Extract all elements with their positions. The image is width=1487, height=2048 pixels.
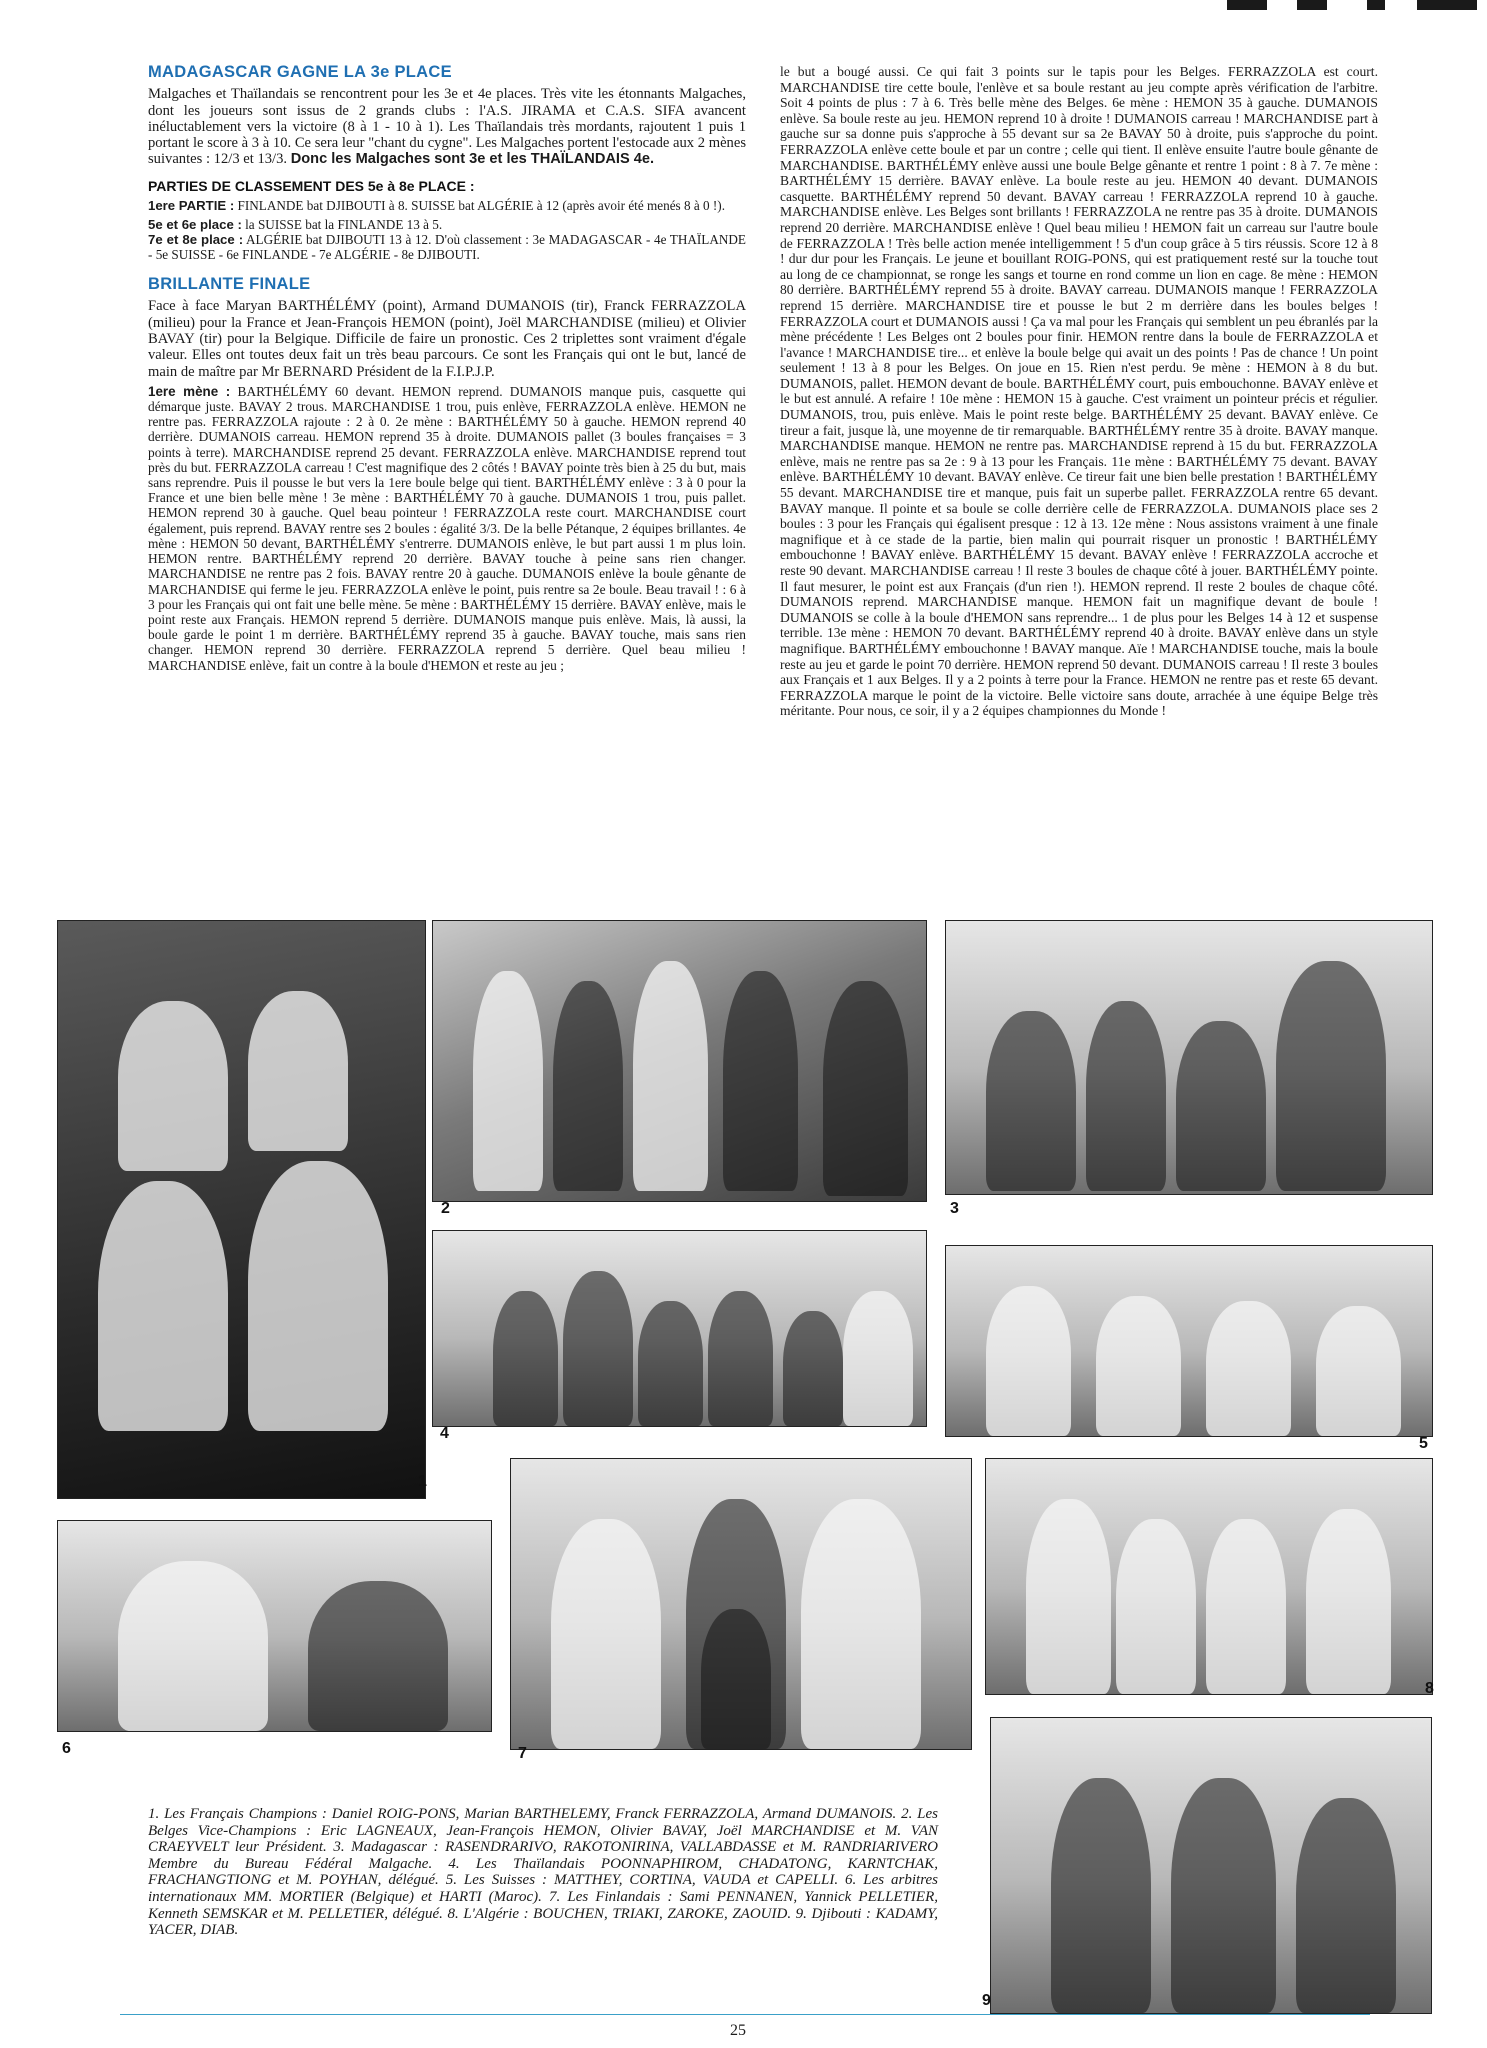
photo-2-belgian-vice-champions	[432, 920, 927, 1202]
paragraph-madagascar: Malgaches et Thaïlandais se rencontrent pour les 3e et 4e places. Très vite les étonnants Malgaches, dont les joueurs sont issus de 2 grands clubs : l'A.S. JIRAMA et C.A.S. SIFA avancent inéluctablement vers la victoire (8 à 1 - 10 à 1). Les Thaïlandais très mordants, rajoutent 1 puis 1 portant le score à 3 à 10. Ce sera leur "chant du cygne". Les Malgaches portent l'estocade aux 2 mènes suivantes : 12/3 et 13/3. Donc les Malgaches sont 3e et les THAÏLANDAIS 4e.	[148, 86, 746, 168]
heading-classement: PARTIES DE CLASSEMENT DES 5e à 8e PLACE :	[148, 177, 475, 194]
footer-rule	[120, 2014, 1370, 2015]
photo-number-6: 6	[62, 1740, 71, 1757]
paragraph-menes: 1ere mène : BARTHÉLÉMY 60 devant. HEMON reprend. DUMANOIS manque puis, casquette qui démarque juste. BAVAY 2 trous. MARCHANDISE 1 trou, puis enlève, FERRAZZOLA enlève. HEMON ne rentre pas. FERRAZZOLA rajoute : 2 à 0. 2e mène : BARTHÉLÉMY 50 à gauche. HEMON reprend 40 derrière. DUMANOIS carreau. HEMON reprend 35 à droite. DUMANOIS pallet (3 boules françaises = 3 points à terre). MARCHANDISE reprend 25 devant. FERRAZZOLA enlève. MARCHANDISE reprend tout près du but. FERRAZZOLA carreau ! C'est magnifique des 2 côtés ! BAVAY pointe très bien à 25 du but, mais sans reprendre. Puis il pousse le but vers la 1ere boule belge qui tient. BARTHÉLÉMY enlève : 3 à 0 pour la France et une bien belle mène ! 3e mène : BARTHÉLÉMY 70 à gauche. DUMANOIS 1 trou, puis pallet. HEMON reprend 30 à gauche. Quel beau pointeur ! FERRAZZOLA reste court. MARCHANDISE court également, puis reprend. BAVAY rentre ses 2 boules : égalité 3/3. De la belle Pétanque, 2 équipes brillantes. 4e mène : HEMON 50 devant, BARTHÉLÉMY s'entrerre. DUMANOIS enlève, le but part aussi 1 m plus loin. HEMON rentre. BARTHÉLÉMY reprend 20 derrière. BAVAY touche à peine sans rien changer. MARCHANDISE ne rentre pas 2 fois. BAVAY rentre 20 à gauche. DUMANOIS enlève la boule gênante de MARCHANDISE qui ferme le jeu. FERRAZZOLA enlève le point, puis rentre sa 2e boule. Beau travail ! : 6 à 3 pour les Français qui ont fait une belle mène. 5e mène : BARTHÉLÉMY 15 derrière. BAVAY enlève, mais le point reste aux Français. HEMON reprend 5 derrière. DUMANOIS manque puis enlève. Mais, là aussi, la boule garde le point 1 m derrière. BARTHÉLÉMY reprend 35 à gauche. BAVAY touche, mais sans rien changer. HEMON reprend 30 derrière. FERRAZZOLA reprend 5 derrière. Quel beau milieu ! MARCHANDISE enlève, fait un contre à la boule d'HEMON et reste au jeu ;	[148, 383, 746, 673]
article-column-right	[780, 64, 1379, 723]
photo-4-thailand	[432, 1230, 927, 1427]
photo-3-madagascar	[945, 920, 1433, 1195]
heading-madagascar: MADAGASCAR GAGNE LA 3e PLACE	[148, 63, 452, 81]
photo-9-djibouti	[990, 1717, 1432, 2014]
heading-finale: BRILLANTE FINALE	[148, 275, 311, 294]
photo-number-7: 7	[518, 1745, 527, 1762]
article-column-left	[148, 64, 746, 677]
paragraph-continuation: le but a bougé aussi. Ce qui fait 3 points sur le tapis pour les Belges. FERRAZZOLA est court. MARCHANDISE tire cette boule, l'enlève et sa boule restant au jeu compte après vérification de l'arbitre. Soit 4 points de plus : 7 à 6. Très belle mène des Belges. 6e mène : HEMON 35 à gauche. DUMANOIS enlève. Sa boule reste au jeu. HEMON reprend 10 à droite ! DUMANOIS carreau ! MARCHANDISE part à gauche sur sa donne puis s'approche à 55 devant sur sa 2e BAVAY 50 à droite, puis s'approche du point. FERRAZZOLA enlève cette boule et par un contre ; celle qui tient. Il enlève ensuite l'autre boule gênante de MARCHANDISE. BARTHÉLÉMY enlève aussi une boule Belge gênante et rentre 1 point : 8 à 7. 7e mène : BARTHÉLÉMY 15 derrière. BAVAY enlève. La boule reste au jeu. HEMON 40 devant. DUMANOIS casquette. BARTHÉLÉMY reprend 50 devant. BAVAY carreau ! FERRAZZOLA reprend 10 à gauche. MARCHANDISE enlève. Les Belges sont brillants ! FERRAZZOLA ne rentre pas 35 à droite. DUMANOIS reprend 20 derrière. MARCHANDISE enlève ! Quel beau milieu ! HEMON fait un carreau sur l'autre boule de FERRAZZOLA ! Très belle action menée intelligemment ! 5 d'un coup grâce à 5 tirs réussis. Score 12 à 8 ! dur dur pour les Français. Le jeune et bouillant ROIG-PONS, qui est pratiquement resté sur la touche tout au long de ce championnat, se ronge les sangs et tourne en rond comme un lion en cage. 8e mène : HEMON 80 derrière. BARTHÉLÉMY reprend 55 à droite. BAVAY carreau. DUMANOIS manque ! FERRAZZOLA reprend 15 derrière. MARCHANDISE tire et pousse le but 2 m derrière dans les boules belges ! FERRAZZOLA court et DUMANOIS aussi ! Ça va mal pour les Français qui semblent un peu ébranlés par la mène précédente ! Les Belges ont 2 boules pour finir. HEMON rentre dans la boule de FERRAZZOLA et l'avance ! MARCHANDISE tire... et enlève la boule belge qui avait un des points ! Pas de chance ! Un point seulement ! 13 à 8 pour les Belges. On joue en 15. Rien n'est perdu. 9e mène : HEMON à 8 du but. DUMANOIS, pallet. HEMON devant de boule. BARTHÉLÉMY court, puis embouchonne. BAVAY enlève et le but est annulé. A refaire ! 10e mène : HEMON 15 à gauche. C'est vraiment un pointeur précis et régulier. DUMANOIS, trou, puis enlève. Mais le point reste belge. BARTHÉLÉMY 25 devant. BAVAY enlève. Ce tireur a fait, jusque là, une moyenne de tir remarquable. BARTHÉLÉMY rentre 35 à droite. BAVAY manque. MARCHANDISE manque. HEMON ne rentre pas. MARCHANDISE reprend à 15 du but. FERRAZZOLA enlève, mais ne rentre pas sa 2e : 9 à 13 pour les Français. 11e mène : BARTHÉLÉMY 75 devant. BAVAY enlève. BARTHÉLÉMY 10 devant. BAVAY enlève. Ce tireur fait une bien belle prestation ! BARTHÉLÉMY 55 devant. MARCHANDISE tire et manque, puis fait un superbe pallet. FERRAZZOLA rentre 65 devant. BAVAY manque. Il pointe et sa boule se colle derrière celle de FERRAZZOLA. DUMANOIS place ses 2 boules : 3 pour les Français qui égalisent presque : 12 à 13. 12e mène : Nous assistons vraiment à une finale magnifique et à ce stade de la partie, bien malin qui pourrait risquer un pronostic ! BARTHÉLÉMY embouchonne ! BAVAY enlève. BARTHÉLÉMY 15 devant. BAVAY enlève ! FERRAZZOLA accroche et reste 90 devant. MARCHANDISE carreau ! Il reste 3 boules de chaque côté à jouer. BARTHÉLÉMY pointe. Il faut mesurer, le point est aux Français (d'un rien !). HEMON reprend. Il reste 2 boules de chaque côté. DUMANOIS reprend. MARCHANDISE manque. HEMON fait un magnifique devant de boule ! DUMANOIS se colle à la boule d'HEMON sans reprendre... 1 de plus pour les Belges 14 à 12 et suspense terrible. 13e mène : HEMON 70 devant. BARTHÉLÉMY reprend 40 à droite. BAVAY enlève dans un style magnifique. BARTHÉLÉMY embouchonne ! BAVAY manque. Aïe ! MARCHANDISE touche, mais la boule reste au jeu et garde le point 70 derrière. HEMON reprend 50 devant. DUMANOIS carreau ! Il reste 3 boules aux Français et 1 aux Belges. Il y a 2 points à terre pour la France. HEMON ne rentre pas et reste 65 devant. FERRAZZOLA marque le point de la victoire. Belle victoire sans doute, arrachée à une équipe Belge très méritante. Pour nous, ce soir, il y a 2 équipes championnes du Monde !	[780, 64, 1379, 719]
photo-7-finland	[510, 1458, 972, 1750]
photo-8-algeria	[985, 1458, 1433, 1695]
photo-5-switzerland	[945, 1245, 1433, 1437]
photo-number-8: 8	[1425, 1680, 1434, 1697]
page-number: 25	[730, 2022, 746, 2039]
photo-number-2: 2	[441, 1200, 450, 1217]
photo-1-french-champions	[57, 920, 426, 1499]
paragraph-finale: Face à face Maryan BARTHÉLÉMY (point), Armand DUMANOIS (tir), Franck FERRAZZOLA (milieu) pour la France et Jean-François HEMON (point), Joël MARCHANDISE (milieu) et Olivier BAVAY (tir) pour la Belgique. Difficile de faire un pronostic. Ces 2 triplettes sont vraiment d'égale valeur. Elles ont toutes deux fait un très beau parcours. Ce sont les Français qui ont le but, lancé de main de maître par Mr BERNARD Président de la F.I.P.J.P.	[148, 298, 746, 380]
photo-captions: 1. Les Français Champions : Daniel ROIG-PONS, Marian BARTHELEMY, Franck FERRAZZOLA, Armand DUMANOIS. 2. Les Belges Vice-Champions : Eric LAGNEAUX, Jean-François HEMON, Olivier BAVAY, Joël MARCHANDISE et M. VAN CRAEYVELT leur Président. 3. Madagascar : RASENDRARIVO, RAKOTONIRINA, VALLABDASSE et M. RANDRIARIVERO Membre du Bureau Fédéral Malgache. 4. Les Thaïlandais POONNAPHIROM, CHADATONG, KARNTCHAK, FRACHANGTIONG et M. POYHAN, délégué. 5. Les Suisses : MATTHEY, CORTINA, VAUDA et CAPELLI. 6. Les arbitres internationaux MM. MORTIER (Belgique) et HARTI (Maroc). 7. Les Finlandais : Sami PENNANEN, Yannick PELLETIER, Kenneth SEMSKAR et M. PELLETIER, délégué. 8. L'Algérie : BOUCHEN, TRIAKI, ZAROKE, ZAOUID. 9. Djibouti : KADAMY, YACER, DIAB.	[148, 1806, 938, 1939]
photo-number-5: 5	[1419, 1435, 1428, 1452]
header-decoration	[1227, 0, 1487, 10]
photo-number-1: 1	[418, 1473, 427, 1490]
classement-3: 7e et 8e place : ALGÉRIE bat DJIBOUTI 13 à 12. D'où classement : 3e MADAGASCAR - 4e THAÏLANDE - 5e SUISSE - 6e FINLANDE - 7e ALGÉRIE - 8e DJIBOUTI.	[148, 232, 746, 263]
photo-number-4: 4	[440, 1425, 449, 1442]
classement-1: 1ere PARTIE : FINLANDE bat DJIBOUTI à 8. SUISSE bat ALGÉRIE à 12 (après avoir été menés 8 à 0 !).	[148, 198, 725, 214]
photo-6-referees	[57, 1520, 492, 1732]
photo-number-9: 9	[982, 1992, 991, 2009]
photo-number-3: 3	[950, 1200, 959, 1217]
classement-2: 5e et 6e place : la SUISSE bat la FINLANDE 13 à 5.	[148, 217, 443, 233]
